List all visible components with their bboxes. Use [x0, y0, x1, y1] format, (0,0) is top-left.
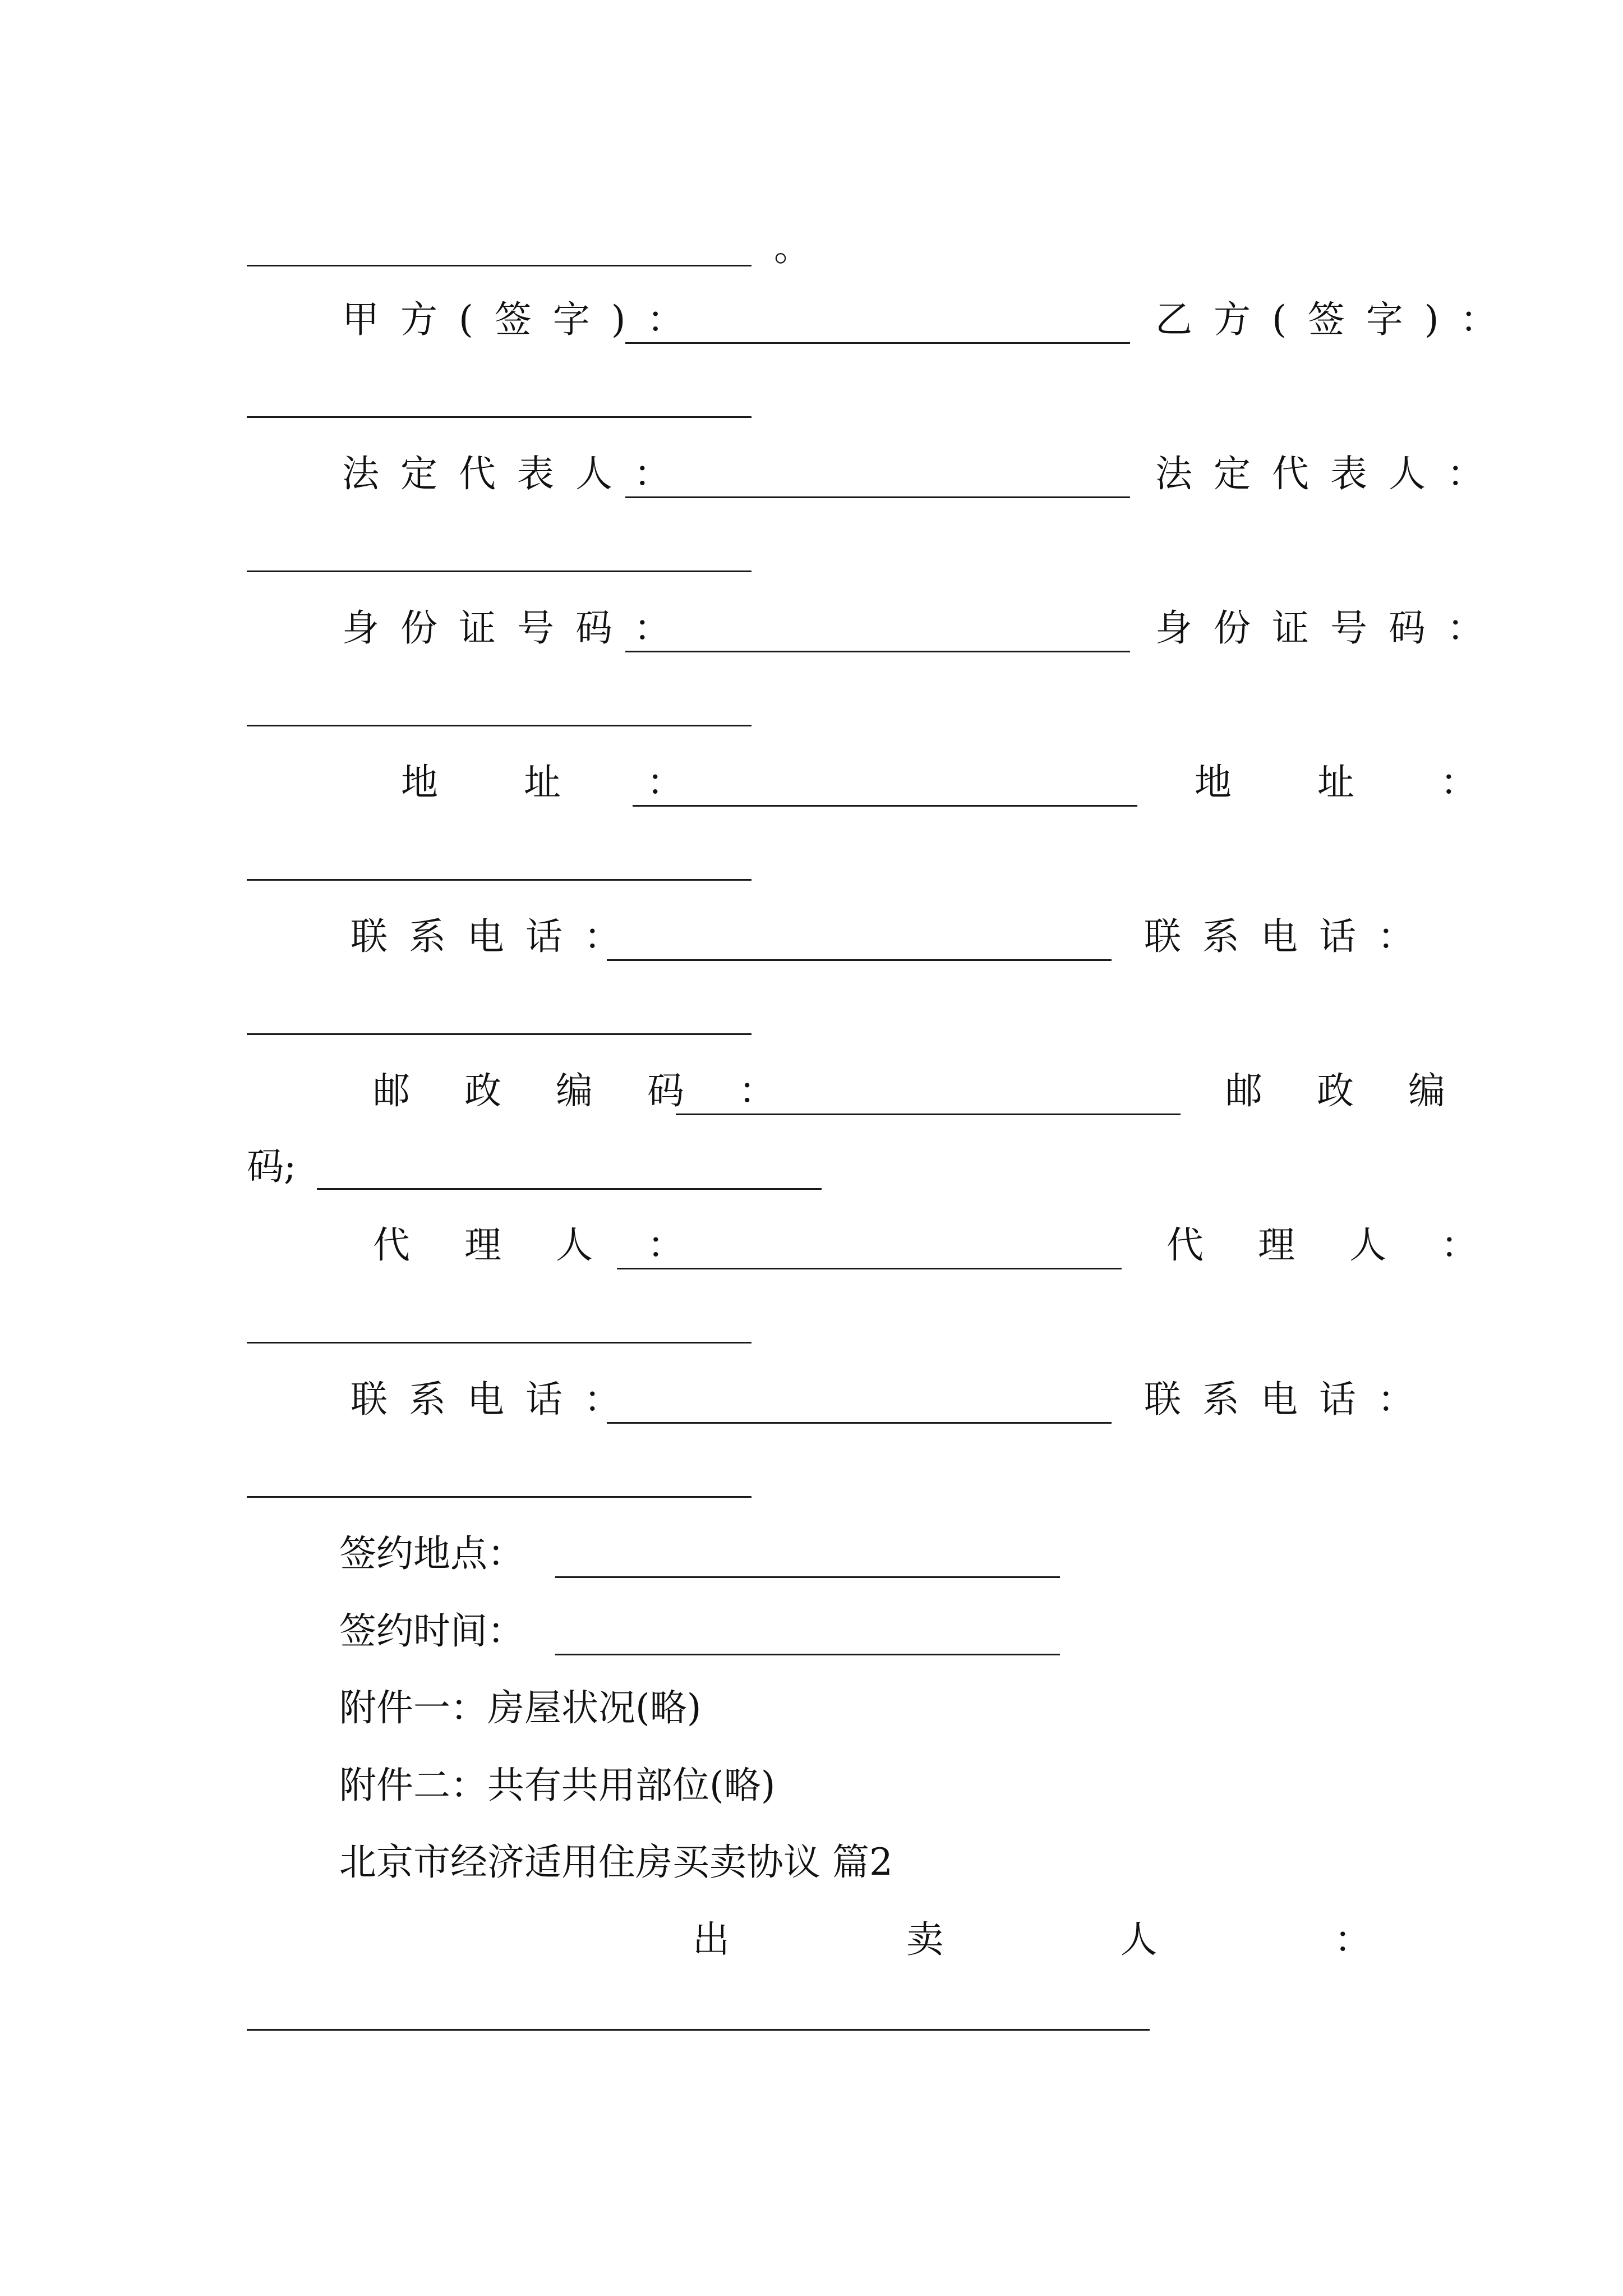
party-b-postal-field[interactable]: [317, 1149, 822, 1190]
seller-char-4: ：: [1334, 1918, 1371, 1961]
party-a-agent-label: 代 理 人 ：: [373, 1223, 706, 1267]
seller-char-3: 人: [1120, 1918, 1158, 1961]
party-a-postal-label: 邮 政 编 码 ：: [373, 1069, 797, 1112]
seller-field[interactable]: [247, 1989, 1150, 2031]
party-b-id-label: 身份证号码：: [1155, 606, 1505, 650]
party-b-address-field[interactable]: [247, 839, 751, 881]
seller-label: [693, 1917, 1371, 1962]
party-b-id-field[interactable]: [247, 684, 751, 726]
party-b-agent-label: 代 理 人 ：: [1166, 1223, 1499, 1267]
party-a-legal-rep-field[interactable]: [625, 457, 1130, 498]
party-b-signature-field[interactable]: [247, 376, 751, 418]
party-b-agent-phone-field[interactable]: [247, 1456, 751, 1498]
attachment-two: 附件二：共有共用部位(略): [339, 1764, 776, 1807]
party-b-postal-label-wrap: 码;: [247, 1145, 297, 1188]
party-b-phone-field[interactable]: [247, 993, 751, 1035]
party-a-agent-phone-field[interactable]: [607, 1383, 1112, 1424]
party-b-agent-field[interactable]: [247, 1301, 751, 1343]
seller-char-2: 卖: [906, 1918, 944, 1961]
party-a-address-field[interactable]: [633, 766, 1137, 807]
sign-place-field[interactable]: [555, 1537, 1060, 1578]
party-b-legal-rep-label: 法定代表人：: [1155, 452, 1505, 495]
attachment-one: 附件一：房屋状况(略): [339, 1686, 702, 1729]
period-mark: 。: [774, 226, 811, 269]
party-b-phone-label: 联系电话：: [1144, 915, 1436, 958]
party-a-phone-label: 联系电话：: [351, 915, 642, 958]
party-a-postal-field[interactable]: [676, 1074, 1181, 1115]
party-b-legal-rep-field[interactable]: [247, 530, 751, 572]
party-b-postal-label: 邮 政 编: [1225, 1069, 1467, 1112]
sign-place-label: 签约地点：: [339, 1532, 524, 1575]
party-b-signature-label: 乙方(签字)：: [1155, 298, 1519, 341]
party-a-agent-phone-label: 联系电话：: [351, 1378, 642, 1421]
party-b-address-label: 地 址 ：: [1195, 761, 1514, 804]
party-a-id-label: 身份证号码：: [342, 606, 692, 650]
party-a-id-field[interactable]: [625, 611, 1130, 652]
section-heading: 北京市经济适用住房买卖协议 篇2: [339, 1841, 893, 1884]
sign-time-label: 签约时间：: [339, 1609, 524, 1653]
party-a-agent-field[interactable]: [617, 1228, 1122, 1269]
party-a-address-label: 地 址 ：: [401, 761, 721, 804]
party-a-signature-label: 甲方(签字)：: [342, 298, 706, 341]
blank-line[interactable]: [247, 224, 751, 266]
party-a-legal-rep-label: 法定代表人：: [342, 452, 692, 495]
sign-time-field[interactable]: [555, 1614, 1060, 1655]
party-b-agent-phone-label: 联系电话：: [1144, 1378, 1436, 1421]
seller-char-1: 出: [693, 1918, 730, 1961]
party-a-phone-field[interactable]: [607, 920, 1112, 961]
party-a-signature-field[interactable]: [625, 303, 1130, 344]
